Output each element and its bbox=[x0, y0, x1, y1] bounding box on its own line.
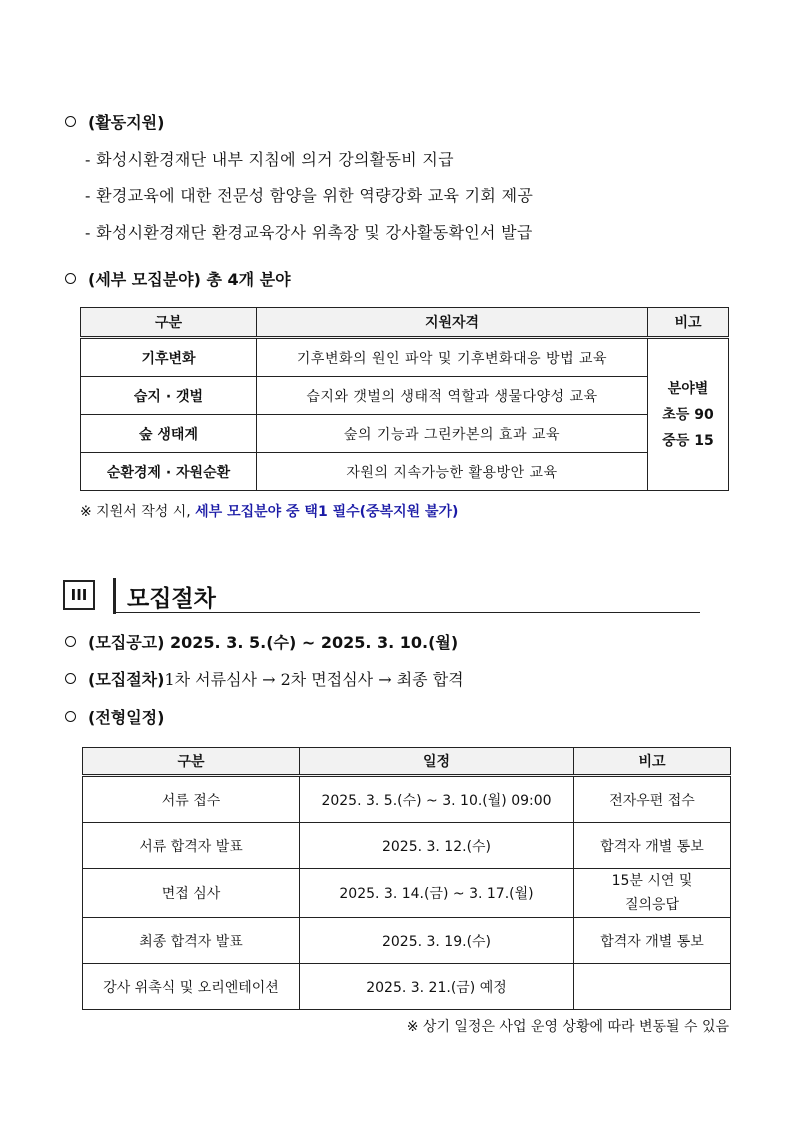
field-qualification: 숲의 기능과 그린카본의 효과 교육 bbox=[257, 415, 648, 453]
schedule-table bbox=[82, 747, 731, 1010]
field-qualification: 기후변화의 원인 파악 및 기후변화대응 방법 교육 bbox=[257, 338, 648, 377]
table-header-row bbox=[81, 308, 729, 338]
table-row bbox=[83, 823, 731, 869]
section-number: III bbox=[63, 580, 95, 610]
schedule-stage: 서류 합격자 발표 bbox=[83, 823, 300, 869]
support-heading: (활동지원) bbox=[65, 110, 164, 133]
support-item-3: - 화성시환경재단 환경교육강사 위촉장 및 강사활동확인서 발급 bbox=[85, 223, 533, 242]
column-header-note: 비고 bbox=[648, 308, 729, 338]
field-qualification: 자원의 지속가능한 활용방안 교육 bbox=[257, 453, 648, 491]
schedule-remark: ※ 상기 일정은 사업 운영 상황에 따라 변동될 수 있음 bbox=[406, 1019, 729, 1035]
process-line: (모집절차) 1차 서류심사 → 2차 면접심사 → 최종 합격 bbox=[65, 667, 464, 690]
circle-bullet-icon bbox=[65, 636, 76, 647]
column-header-date: 일정 bbox=[300, 748, 574, 776]
schedule-date: 2025. 3. 12.(수) bbox=[300, 823, 574, 869]
column-header-category: 구분 bbox=[81, 308, 257, 338]
schedule-stage: 강사 위촉식 및 오리엔테이션 bbox=[83, 964, 300, 1010]
fields-heading: (세부 모집분야) 총 4개 분야 bbox=[65, 267, 291, 290]
note-line: 분야별 bbox=[667, 380, 709, 397]
schedule-note: 전자우편 접수 bbox=[574, 776, 731, 823]
field-category: 기후변화 bbox=[81, 338, 257, 377]
table-row bbox=[83, 776, 731, 823]
table-row bbox=[83, 964, 731, 1010]
schedule-date: 2025. 3. 14.(금) ~ 3. 17.(월) bbox=[300, 869, 574, 918]
table-header-row bbox=[83, 748, 731, 776]
schedule-stage: 서류 접수 bbox=[83, 776, 300, 823]
schedule-stage: 면접 심사 bbox=[83, 869, 300, 918]
table-row bbox=[81, 415, 729, 453]
field-category: 습지 · 갯벌 bbox=[81, 377, 257, 415]
circle-bullet-icon bbox=[65, 711, 76, 722]
column-header-stage: 구분 bbox=[83, 748, 300, 776]
schedule-stage: 최종 합격자 발표 bbox=[83, 918, 300, 964]
table-row bbox=[81, 377, 729, 415]
schedule-date: 2025. 3. 5.(수) ~ 3. 10.(월) 09:00 bbox=[300, 776, 574, 823]
announcement-line: (모집공고) 2025. 3. 5.(수) ~ 2025. 3. 10.(월) bbox=[65, 630, 458, 653]
field-category: 순환경제 · 자원순환 bbox=[81, 453, 257, 491]
fields-remark: ※ 지원서 작성 시, 세부 모집분야 중 택1 필수(중복지원 불가) bbox=[80, 504, 459, 520]
table-row bbox=[83, 869, 731, 918]
section-divider bbox=[113, 578, 116, 614]
column-header-note: 비고 bbox=[574, 748, 731, 776]
table-row bbox=[81, 338, 729, 377]
field-qualification: 습지와 갯벌의 생태적 역할과 생물다양성 교육 bbox=[257, 377, 648, 415]
schedule-note: 합격자 개별 통보 bbox=[574, 918, 731, 964]
field-category: 숲 생태계 bbox=[81, 415, 257, 453]
circle-bullet-icon bbox=[65, 673, 76, 684]
section-underline bbox=[113, 612, 700, 613]
section-title: 모집절차 bbox=[127, 586, 216, 612]
note-line: 중등 15 bbox=[662, 432, 714, 449]
column-header-qualification: 지원자격 bbox=[257, 308, 648, 338]
schedule-note: 15분 시연 및 질의응답 bbox=[574, 869, 731, 918]
schedule-note: 합격자 개별 통보 bbox=[574, 823, 731, 869]
schedule-date: 2025. 3. 21.(금) 예정 bbox=[300, 964, 574, 1010]
circle-bullet-icon bbox=[65, 273, 76, 284]
table-row bbox=[83, 918, 731, 964]
table-row bbox=[81, 453, 729, 491]
schedule-note bbox=[574, 964, 731, 1010]
schedule-heading: (전형일정) bbox=[65, 705, 164, 728]
schedule-date: 2025. 3. 19.(수) bbox=[300, 918, 574, 964]
fields-remark-highlight: 세부 모집분야 중 택1 필수(중복지원 불가) bbox=[195, 504, 459, 520]
note-line: 초등 90 bbox=[662, 406, 714, 423]
field-note bbox=[648, 338, 729, 491]
support-item-2: - 환경교육에 대한 전문성 함양을 위한 역량강화 교육 기회 제공 bbox=[85, 186, 534, 205]
support-item-1: - 화성시환경재단 내부 지침에 의거 강의활동비 지급 bbox=[85, 150, 454, 169]
circle-bullet-icon bbox=[65, 116, 76, 127]
fields-table bbox=[80, 307, 729, 491]
